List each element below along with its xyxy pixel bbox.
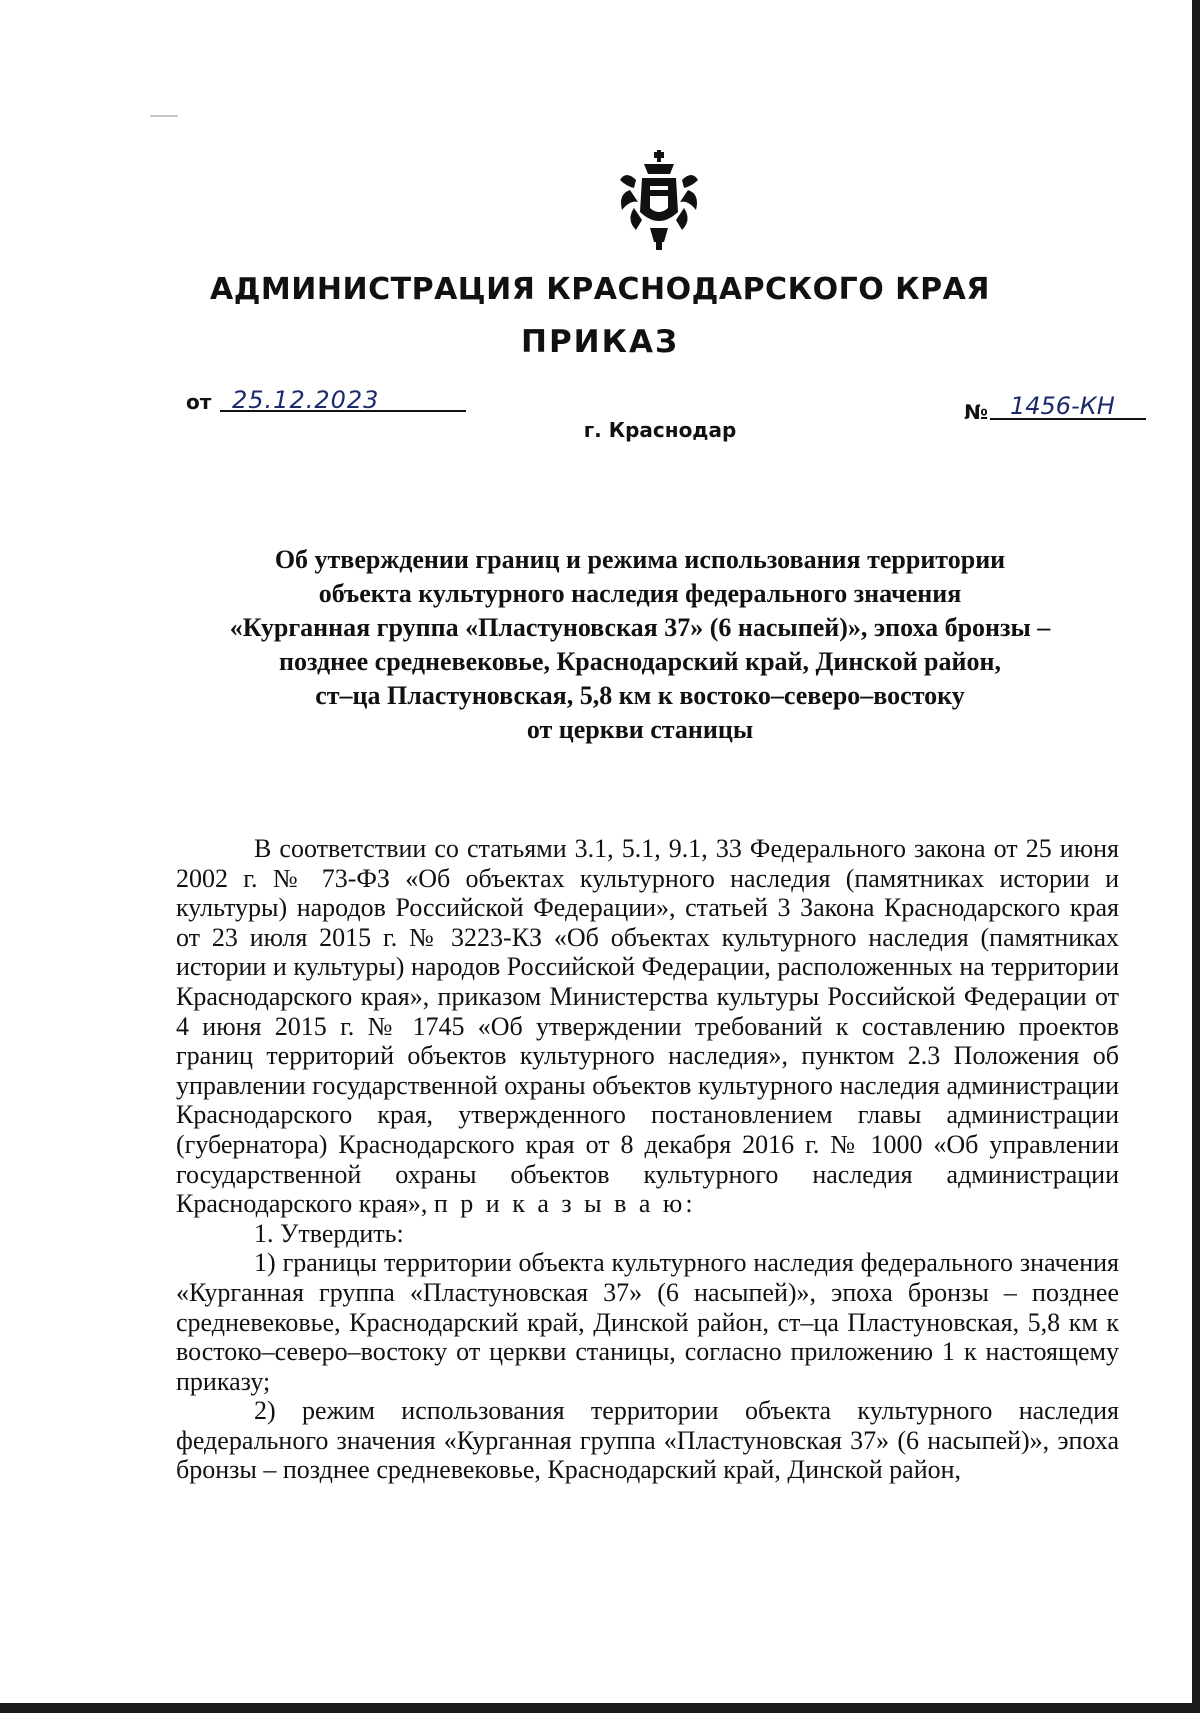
preamble-text: В соответствии со статьями 3.1, 5.1, 9.1, 33 Федерального закона от 25 июня 2002 г. № 73-ФЗ «Об объектах культурного наследия (памятниках истории и культуры) народов Российской Федерации», статьей 3 Закона Краснодарского края от 23 июля 2015 г. № 3223-КЗ «Об объектах культурного наследия (памятниках истории и культуры) народов Российской Федерации, расположенных на территории Краснодарского края», приказом Министерства культуры Российской Федерации от 4 июня 2015 г. № 1745 «Об утверждении требований к составлению проектов границ территорий объектов культурного наследия», пунктом 2.3 Положения об управлении государственной охраны объектов культурного наследия администрации Краснодарского края, утвержденного постановлением главы администрации (губернатора) Краснодарского края от 8 декабря 2016 г. № 1000 «Об управлении государственной охраны объектов культурного наследия администрации Краснодарского края», xyxy=(176,834,1119,1219)
organization-title: АДМИНИСТРАЦИЯ КРАСНОДАРСКОГО КРАЯ xyxy=(210,272,990,307)
document-type: ПРИКАЗ xyxy=(521,324,679,360)
order-word: п р и к а з ы в а ю: xyxy=(433,1189,696,1219)
document-subject xyxy=(170,543,1110,747)
city: г. Краснодар xyxy=(583,418,737,442)
number-value: 1456-КН xyxy=(1010,392,1115,420)
scan-edge-bottom xyxy=(0,1703,1200,1713)
subject-line: ст–ца Пластуновская, 5,8 км к востоко–северо–востоку xyxy=(315,681,965,710)
subject-line: Об утверждении границ и режима использования территории xyxy=(274,545,1006,574)
scan-mark xyxy=(150,115,178,117)
item-1-2: 2) режим использования территории объекта культурного наследия федерального значения «Курганная группа «Пластуновская 37» (6 насыпей)», эпоха бронзы – позднее средневековье, Краснодарский край, Динской район, xyxy=(176,1396,1119,1485)
document-body xyxy=(176,834,1119,1485)
subject-line: объекта культурного наследия федерального значения xyxy=(318,579,962,608)
subject-line: позднее средневековье, Краснодарский край, Динской район, xyxy=(279,647,1001,676)
preamble-paragraph xyxy=(176,834,1119,1219)
coat-of-arms-icon xyxy=(616,150,702,250)
date-value: 25.12.2023 xyxy=(232,386,380,414)
subject-line: «Курганная группа «Пластуновская 37» (6 насыпей)», эпоха бронзы – xyxy=(229,613,1051,642)
item-1: 1. Утвердить: xyxy=(254,1218,404,1248)
number-label: № xyxy=(964,400,989,424)
date-label: от xyxy=(186,390,212,414)
item-1-1: 1) границы территории объекта культурного наследия федерального значения «Курганная группа «Пластуновская 37» (6 насыпей)», эпоха бронзы – позднее средневековье, Краснодарский край, Динской район, ст–ца Пластуновская, 5,8 км к востоко–северо–востоку от церкви станицы, согласно приложению 1 к настоящему приказу; xyxy=(176,1248,1119,1396)
scan-edge-right xyxy=(1192,0,1200,1713)
subject-line: от церкви станицы xyxy=(526,715,754,744)
